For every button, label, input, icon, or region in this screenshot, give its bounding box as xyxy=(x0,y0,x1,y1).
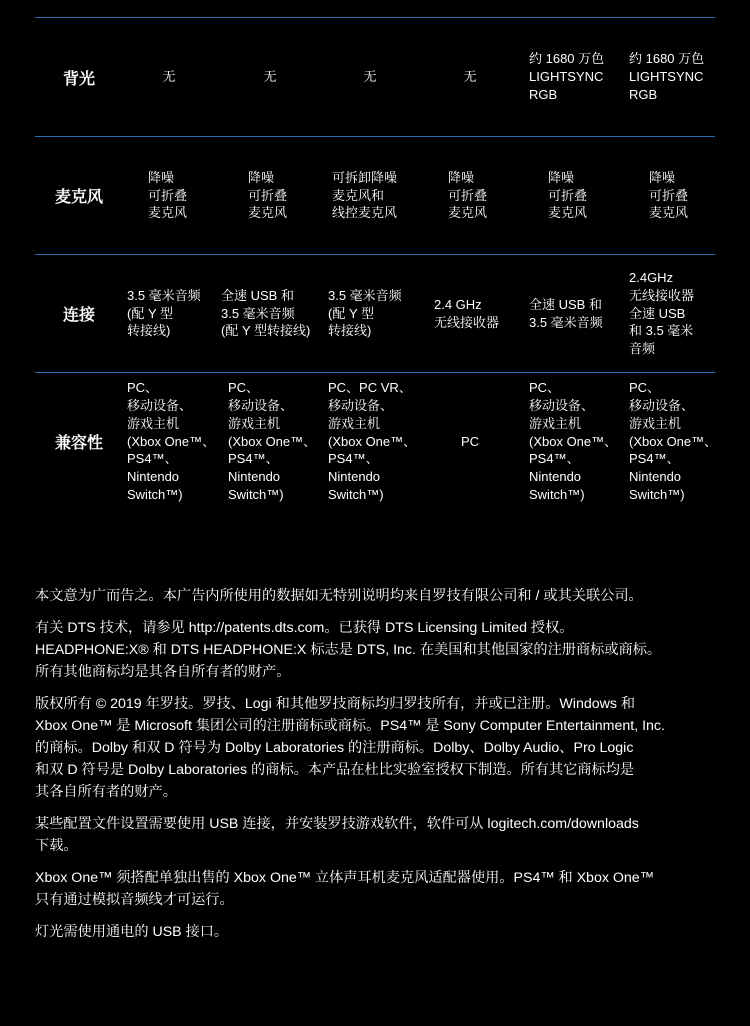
table-cell: PC、PC VR、 移动设备、 游戏主机 (Xbox One™、 PS4™、 Nintendo Switch™) xyxy=(328,380,417,502)
table-cell: PC、 移动设备、 游戏主机 (Xbox One™、 PS4™、 Nintendo Switch™) xyxy=(127,380,216,502)
table-cell: PC、 移动设备、 游戏主机 (Xbox One™、 PS4™、 Nintendo Switch™) xyxy=(228,380,317,502)
table-cell: 无 xyxy=(263,69,277,85)
table-cell: 无 xyxy=(363,69,377,85)
table-cell: 降噪 可折叠 麦克风 xyxy=(548,169,588,221)
table-cell: 降噪 可折叠 麦克风 xyxy=(649,169,689,221)
table-cell: 降噪 可折叠 麦克风 xyxy=(248,169,288,221)
table-cell: 约 1680 万色 LIGHTSYNC RGB xyxy=(629,51,705,102)
table-cell: 3.5 毫米音频 (配 Y 型 转接线) xyxy=(328,287,402,339)
table-cell: PC xyxy=(460,433,480,449)
spec-row-compatibility xyxy=(35,372,718,510)
row-header: 麦克风 xyxy=(54,189,103,206)
table-cell: 3.5 毫米音频 (配 Y 型 转接线) xyxy=(127,287,201,339)
usb-software-notice: 某些配置文件设置需要使用 USB 连接，并安装罗技游戏软件，软件可从 logitech.com/downloads 下载。 xyxy=(35,816,639,854)
table-cell: 2.4 GHz 无线接收器 xyxy=(434,296,500,330)
xbox-adapter-notice: Xbox One™ 须搭配单独出售的 Xbox One™ 立体声耳机麦克风适配器使用。PS4™ 和 Xbox One™ 只有通过模拟音频线才可运行。 xyxy=(35,870,654,908)
disclaimer-text: 本文意为广而告之。本广告内所使用的数据如无特别说明均来自罗技有限公司和 / 或其关联公司。 xyxy=(35,588,643,604)
table-cell: 全速 USB 和 3.5 毫米音频 xyxy=(529,296,603,330)
spec-row-microphone xyxy=(35,136,715,254)
table-cell: 可拆卸降噪 麦克风和 线控麦克风 xyxy=(332,169,398,221)
legal-notes xyxy=(35,585,725,953)
table-cell: 降噪 可折叠 麦克风 xyxy=(448,169,488,221)
table-cell: 全速 USB 和 3.5 毫米音频 (配 Y 型转接线) xyxy=(221,287,311,339)
copyright-notice: 版权所有 © 2019 年罗技。罗技、Logi 和其他罗技商标均归罗技所有，并或已注册。Windows 和 Xbox One™ 是 Microsoft 集团公司的注册商标或商标。PS4™ 是 Sony Computer Entertainment, Inc. 的商标。Dolby 和双 D 符号为 Dolby Laboratories 的注册商标。Dolby、Dolby Audio、Pro Logic 和双 D 符号是 Dolby Laboratories 的商标。本产品在杜比实验室授权下制造。所有其它商标均是 其各自所有者的财产。 xyxy=(35,696,665,800)
row-header: 兼容性 xyxy=(54,435,103,452)
table-cell: 无 xyxy=(463,69,477,85)
table-cell: 无 xyxy=(162,69,176,85)
spec-table xyxy=(35,17,718,510)
row-header: 连接 xyxy=(62,307,95,324)
spec-row-backlight xyxy=(35,17,715,136)
table-cell: PC、 移动设备、 游戏主机 (Xbox One™、 PS4™、 Nintendo Switch™) xyxy=(529,380,618,502)
table-cell: 约 1680 万色 LIGHTSYNC RGB xyxy=(529,51,605,102)
table-cell: 降噪 可折叠 麦克风 xyxy=(148,169,188,221)
dts-notice: 有关 DTS 技术，请参见 http://patents.dts.com。已获得 DTS Licensing Limited 授权。 HEADPHONE:X® 和 DTS HEADPHONE:X 标志是 DTS, Inc. 在美国和其他国家的注册商标或商标。 所有其他商标均是其各自所有者的财产。 xyxy=(35,620,662,680)
lighting-notice: 灯光需使用通电的 USB 接口。 xyxy=(35,924,229,940)
table-cell: 2.4GHz 无线接收器 全速 USB 和 3.5 毫米 音频 xyxy=(629,270,695,357)
table-cell: PC、 移动设备、 游戏主机 (Xbox One™、 PS4™、 Nintendo Switch™) xyxy=(629,380,718,502)
row-header: 背光 xyxy=(62,70,95,88)
spec-row-connection xyxy=(35,254,715,372)
